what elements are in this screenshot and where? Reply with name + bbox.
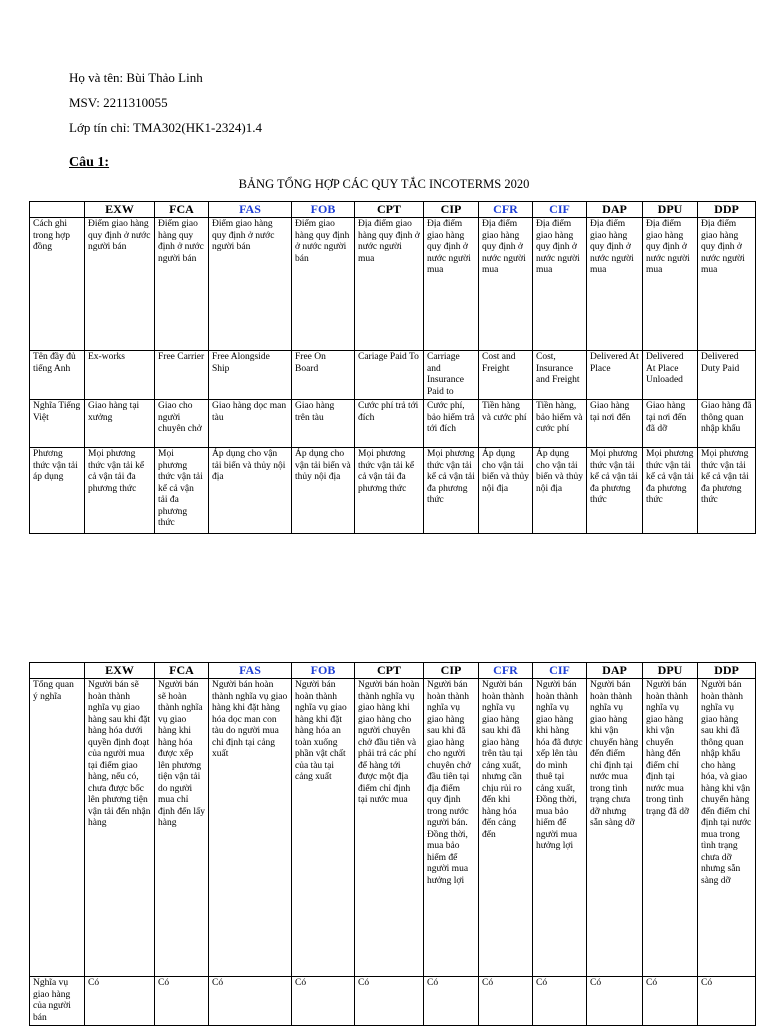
table-cell: Có xyxy=(587,977,643,1026)
table-cell: Free Carrier xyxy=(155,351,209,400)
table-cell: Áp dụng cho vận tải biển và thủy nội địa xyxy=(209,448,292,534)
table-header-row xyxy=(30,663,756,679)
header-dap: DAP xyxy=(587,663,643,679)
table-cell: Tiền hàng, bảo hiểm và cước phí xyxy=(533,400,587,448)
table-cell: Địa điểm giao hàng quy định ở nước người mua xyxy=(698,218,756,351)
table-cell: Địa điểm giao hàng quy định ở nước người mua xyxy=(424,218,479,351)
header-cfr: CFR xyxy=(479,202,533,218)
table-cell: Địa điểm giao hàng quy định ở nước người mua xyxy=(587,218,643,351)
table-row xyxy=(30,400,756,448)
row-label: Nghĩa Tiếng Việt xyxy=(30,400,85,448)
row-label: Cách ghi trong hợp đồng xyxy=(30,218,85,351)
table-cell: Người bán hoàn thành nghĩa vụ giao hàng khi hàng hóa đã được xếp lên tàu do mình thuê tại cảng xuất, Đồng thời, mua bảo hiểm để người mua hưởng lợi xyxy=(533,679,587,977)
header-exw: EXW xyxy=(85,202,155,218)
table-cell: Free On Board xyxy=(292,351,355,400)
table-cell: Giao hàng trên tàu xyxy=(292,400,355,448)
header-cfr: CFR xyxy=(479,663,533,679)
student-id: MSV: 2211310055 xyxy=(69,95,168,110)
table-cell: Mọi phương thức vận tải kể cả vận tải đa phương thức xyxy=(424,448,479,534)
table-row xyxy=(30,351,756,400)
table-cell: Có xyxy=(85,977,155,1026)
table-cell: Có xyxy=(209,977,292,1026)
table-cell: Giao cho người chuyên chở xyxy=(155,400,209,448)
header-dap: DAP xyxy=(587,202,643,218)
table-row xyxy=(30,448,756,534)
table-cell: Mọi phương thức vận tải kể cả vận tải đa phương thức xyxy=(587,448,643,534)
header-dpu: DPU xyxy=(643,202,698,218)
table-cell: Điểm giao hàng quy định ở nước người bán xyxy=(155,218,209,351)
row-label: Nghĩa vụ giao hàng của người bán xyxy=(30,977,85,1026)
table-cell: Cost, Insurance and Freight xyxy=(533,351,587,400)
table-cell: Áp dụng cho vận tải biển và thủy nội địa xyxy=(479,448,533,534)
table-row xyxy=(30,977,756,1026)
table-cell: Áp dụng cho vận tải biển và thủy nội địa xyxy=(292,448,355,534)
table-cell: Người bán sẽ hoàn thành nghĩa vụ giao hàng khi hàng hóa được xếp lên phương tiện vận tải do người mua chỉ định đến lấy hàng xyxy=(155,679,209,977)
table-cell: Người bán sẽ hoàn thành nghĩa vụ giao hàng sau khi đặt hàng hóa dưới quyền định đoạt của người mua tại điểm giao hàng, nếu có, chưa được bốc lên phương tiện vận tải đến nhận hàng xyxy=(85,679,155,977)
table-cell: Ex-works xyxy=(85,351,155,400)
header-cell xyxy=(30,202,85,218)
table-cell: Cariage Paid To xyxy=(355,351,424,400)
header-ddp: DDP xyxy=(698,663,756,679)
table-cell: Người bán hoàn thành nghĩa vụ giao hàng khi vận chuyển hàng đến điểm chỉ định tại nước mua trong tình trạng đã dỡ xyxy=(643,679,698,977)
table-cell: Mọi phương thức vận tải kể cả vận tải đa phương thức xyxy=(643,448,698,534)
table-cell: Địa điểm giao hàng quy định ở nước người mua xyxy=(533,218,587,351)
row-label: Tên đầy đủ tiếng Anh xyxy=(30,351,85,400)
table-cell: Carriage and Insurance Paid to xyxy=(424,351,479,400)
table-cell: Delivered At Place Unloaded xyxy=(643,351,698,400)
table-title: BẢNG TỔNG HỢP CÁC QUY TẮC INCOTERMS 2020 xyxy=(238,177,530,191)
table-cell: Địa điểm giao hàng quy định ở nước người mua xyxy=(643,218,698,351)
table-cell: Điểm giao hàng quy định ở nước người bán xyxy=(85,218,155,351)
table-cell: Mọi phương thức vận tải kể cả vận tải đa phương thức xyxy=(355,448,424,534)
table-cell: Điểm giao hàng quy định ở nước người bán xyxy=(292,218,355,351)
header-cell xyxy=(30,663,85,679)
table-header-row xyxy=(30,202,756,218)
table-cell: Người bán hoàn thành nghĩa vụ giao hàng sau khi đã giao hàng trên tàu tại cảng xuất, nhưng cần chịu rủi ro đến khi hàng hóa đến cảng đến xyxy=(479,679,533,977)
header-cpt: CPT xyxy=(355,202,424,218)
table-cell: Cost and Freight xyxy=(479,351,533,400)
header-ddp: DDP xyxy=(698,202,756,218)
table-cell: Mọi phương thức vận tải kể cả vận tải đa phương thức xyxy=(155,448,209,534)
header-cpt: CPT xyxy=(355,663,424,679)
table-cell: Có xyxy=(155,977,209,1026)
table-cell: Giao hàng tại xưởng xyxy=(85,400,155,448)
table-cell: Địa điểm giao hàng quy định ở nước người mua xyxy=(355,218,424,351)
table-cell: Giao hàng đã thông quan nhập khẩu xyxy=(698,400,756,448)
table-cell: Giao hàng dọc man tàu xyxy=(209,400,292,448)
table-cell: Người bán hoàn thành nghĩa vụ giao hàng khi vận chuyển hàng đến điểm chỉ định tại nước mua trong tình trạng chưa dỡ nhưng sẵn sàng dỡ xyxy=(587,679,643,977)
table-cell: Có xyxy=(698,977,756,1026)
header-cip: CIP xyxy=(424,663,479,679)
header-fca: FCA xyxy=(155,663,209,679)
table-cell: Mọi phương thức vận tải kể cả vận tải đa phương thức xyxy=(698,448,756,534)
table-cell: Người bán hoàn thành nghĩa vụ giao hàng sau khi đã giao hàng cho người chuyên chở đầu tiên tại địa điểm quy định trong nước người bán. Đồng thời, mua bảo hiểm để người mua hưởng lợi xyxy=(424,679,479,977)
table-cell: Mọi phương thức vận tải kể cả vận tải đa phương thức xyxy=(85,448,155,534)
table-cell: Tiền hàng và cước phí xyxy=(479,400,533,448)
table-cell: Người bán hoàn thành nghĩa vụ giao hàng khi giao hàng cho người chuyên chở đầu tiên và phải trả các phí để hàng tới được một địa điểm chỉ định tại nước mua xyxy=(355,679,424,977)
table-cell: Có xyxy=(292,977,355,1026)
table-cell: Người bán hoàn thành nghĩa vụ giao hàng khi đặt hàng hóa an toàn xuống phần vật chất của tàu tại cảng xuất xyxy=(292,679,355,977)
incoterms-table-2 xyxy=(29,662,756,1026)
header-fas: FAS xyxy=(209,202,292,218)
header-cif: CIF xyxy=(533,202,587,218)
table-cell: Cước phí trả tới đích xyxy=(355,400,424,448)
row-label: Phương thức vận tải áp dụng xyxy=(30,448,85,534)
table-cell: Có xyxy=(355,977,424,1026)
header-cif: CIF xyxy=(533,663,587,679)
header-fca: FCA xyxy=(155,202,209,218)
table-cell: Có xyxy=(643,977,698,1026)
table-cell: Có xyxy=(424,977,479,1026)
table-cell: Giao hàng tại nơi đến đã dỡ xyxy=(643,400,698,448)
table-cell: Người bán hoàn thành nghĩa vụ giao hàng sau khi đã thông quan nhập khẩu cho hàng hóa, và giao hàng khi vận chuyển hàng đến điểm chỉ định tại nước mua trong tình trạng chưa dỡ nhưng sẵn sàng dỡ xyxy=(698,679,756,977)
header-exw: EXW xyxy=(85,663,155,679)
incoterms-table-1 xyxy=(29,201,756,534)
header-fob: FOB xyxy=(292,663,355,679)
table-cell: Điểm giao hàng quy định ở nước người bán xyxy=(209,218,292,351)
table-row xyxy=(30,679,756,977)
table-cell: Có xyxy=(533,977,587,1026)
header-dpu: DPU xyxy=(643,663,698,679)
student-name: Họ và tên: Bùi Thảo Linh xyxy=(69,70,203,85)
table-cell: Free Alongside Ship xyxy=(209,351,292,400)
table-cell: Địa điểm giao hàng quy định ở nước người mua xyxy=(479,218,533,351)
header-cip: CIP xyxy=(424,202,479,218)
table-row xyxy=(30,218,756,351)
table-cell: Giao hàng tại nơi đến xyxy=(587,400,643,448)
question-label: Câu 1: xyxy=(69,155,110,170)
table-cell: Delivered Duty Paid xyxy=(698,351,756,400)
class-code: Lớp tín chỉ: TMA302(HK1-2324)1.4 xyxy=(69,120,262,135)
row-label: Tổng quan ý nghĩa xyxy=(30,679,85,977)
table-cell: Có xyxy=(479,977,533,1026)
header-fas: FAS xyxy=(209,663,292,679)
header-fob: FOB xyxy=(292,202,355,218)
table-cell: Người bán hoàn thành nghĩa vụ giao hàng khi đặt hàng hóa dọc man con tàu do người mua chỉ định tại cảng xuất xyxy=(209,679,292,977)
table-cell: Áp dụng cho vận tải biển và thủy nội địa xyxy=(533,448,587,534)
table-cell: Delivered At Place xyxy=(587,351,643,400)
table-cell: Cước phí, bảo hiểm trả tới đích xyxy=(424,400,479,448)
